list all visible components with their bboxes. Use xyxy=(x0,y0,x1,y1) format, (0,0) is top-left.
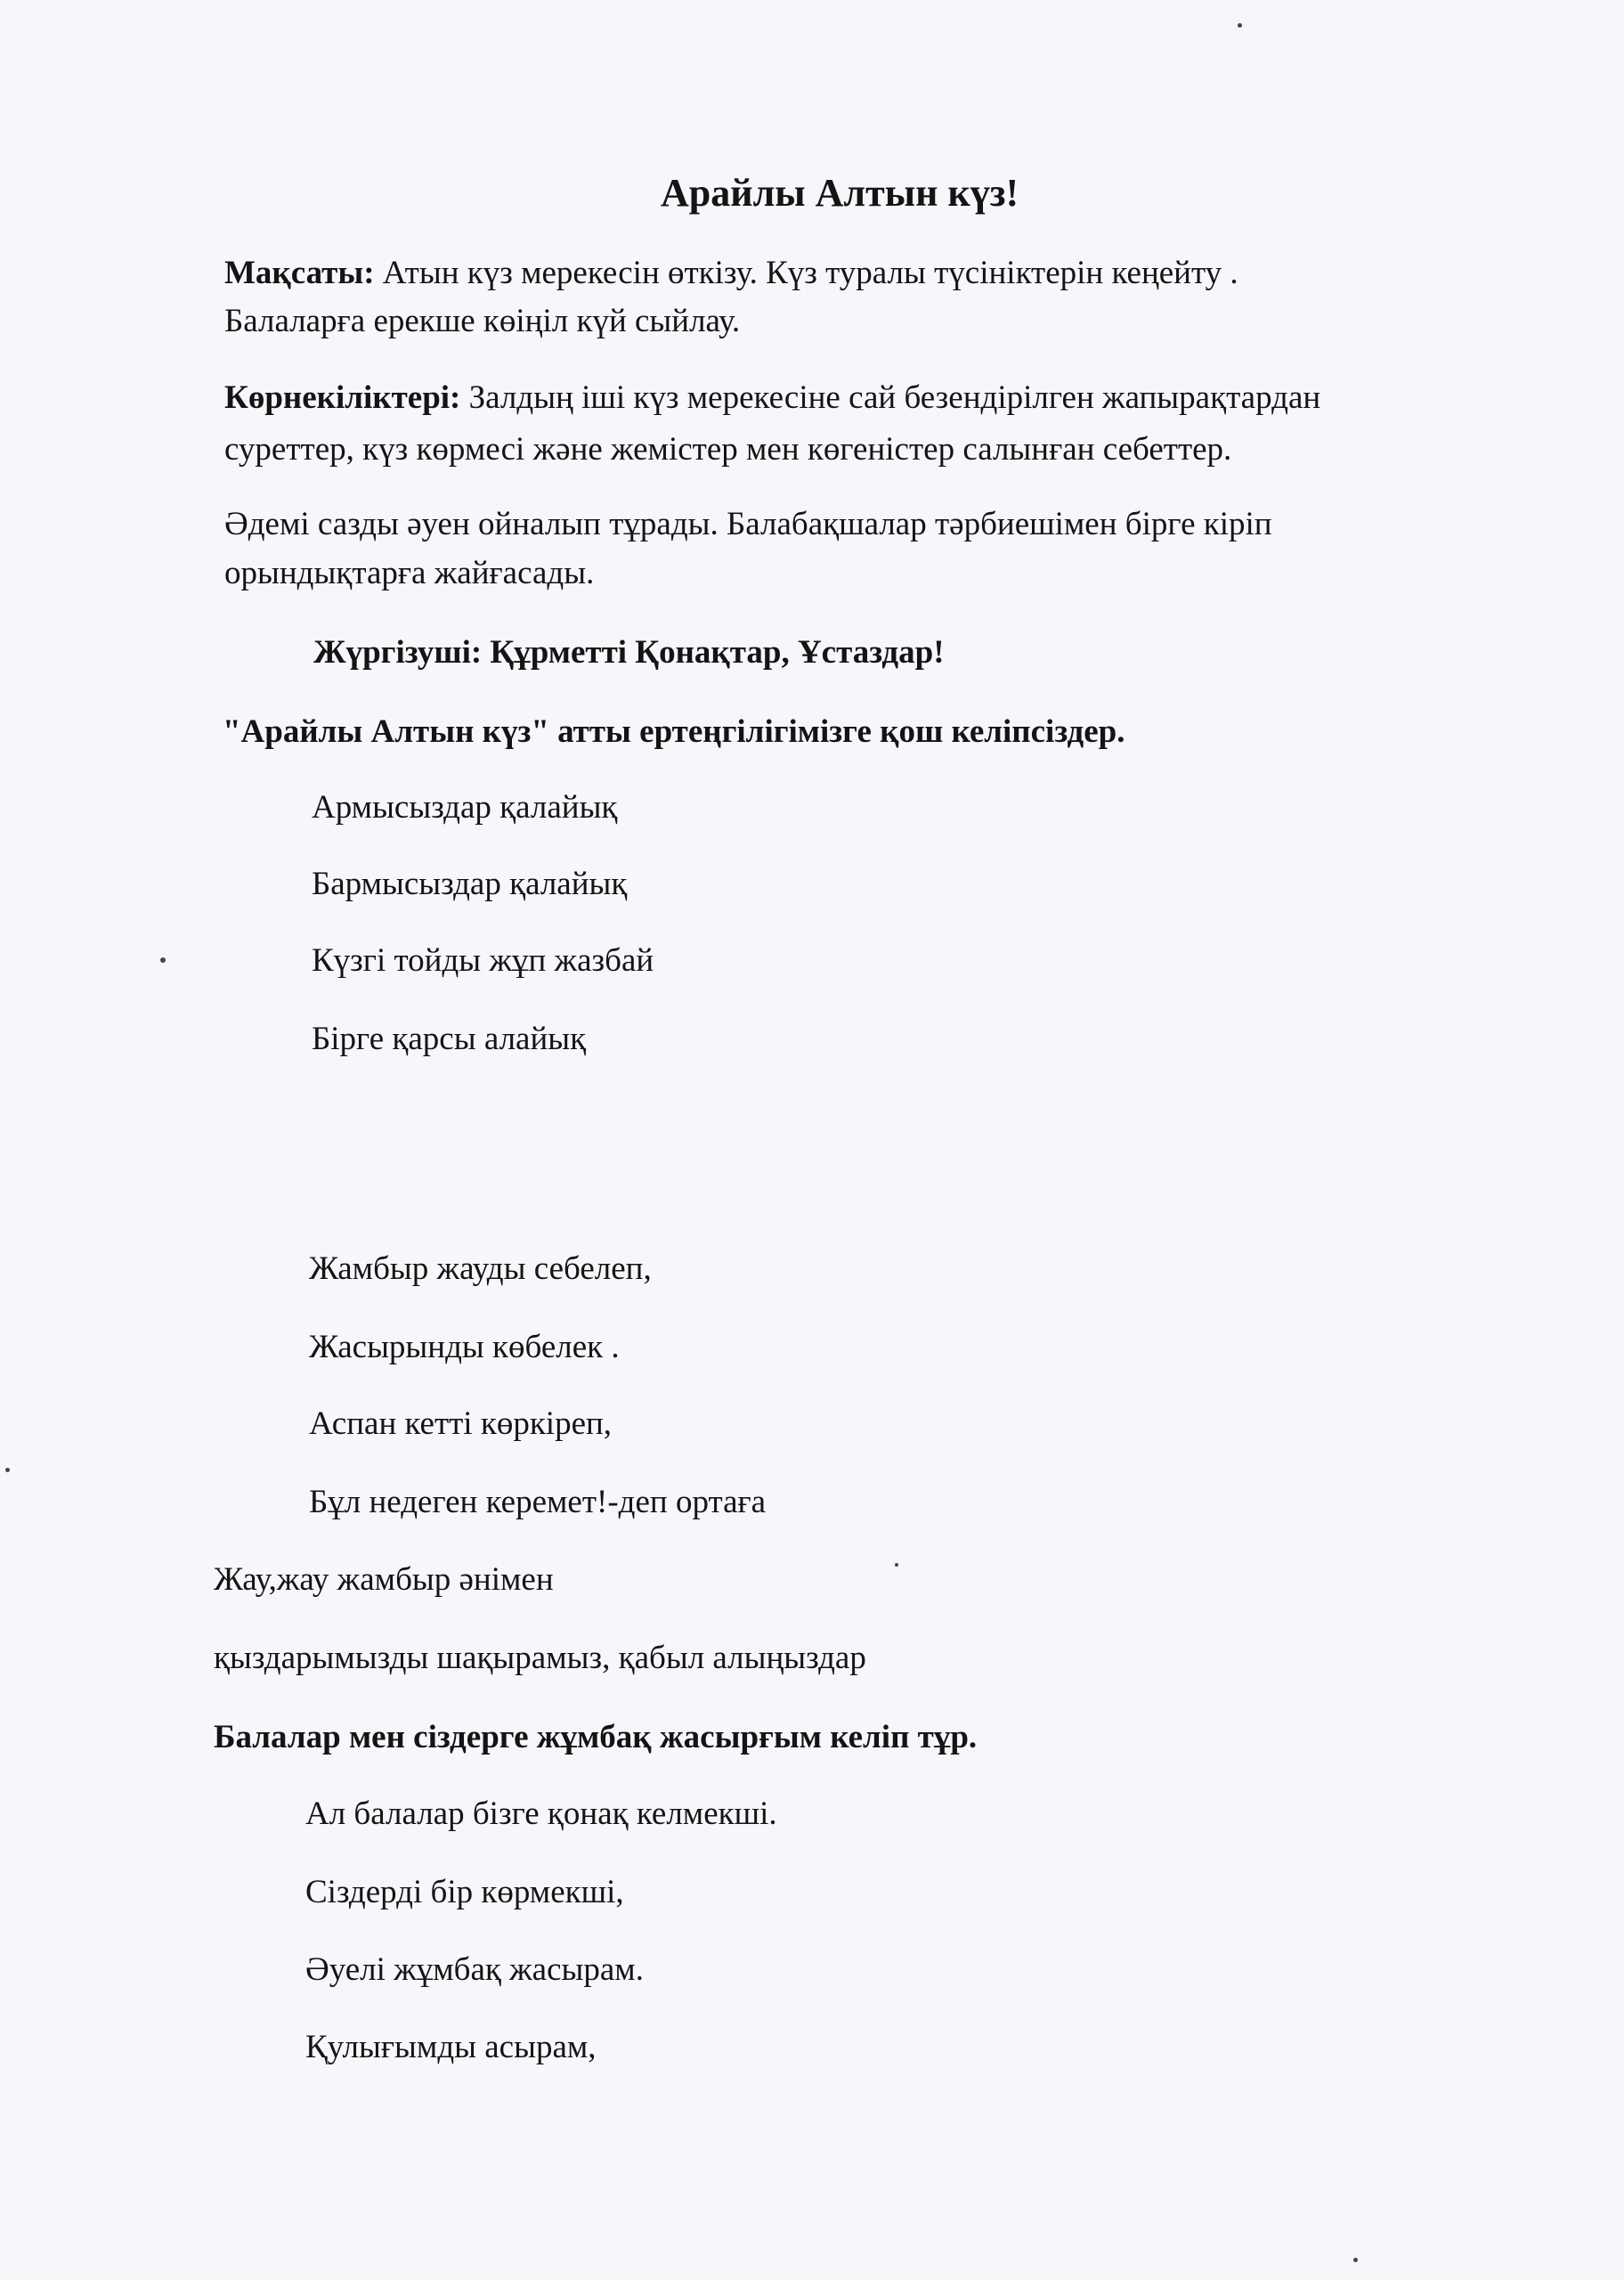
poem-2-line: Жамбыр жауды себелеп, xyxy=(309,1250,652,1287)
scan-speck xyxy=(160,957,166,963)
poem-3-line: Қулығымды асырам, xyxy=(305,2029,597,2065)
scan-speck xyxy=(1238,23,1242,28)
visuals-paragraph-line-1 xyxy=(224,374,1320,422)
poem-2-line: Бұл недеген керемет!-деп ортаға xyxy=(309,1484,767,1520)
goal-text-2: Балаларға ерекше көіңіл күй сыйлау. xyxy=(224,303,741,339)
document-title: Арайлы Алтын күз! xyxy=(661,171,1019,215)
poem-3-line: Әуелі жұмбақ жасырам. xyxy=(305,1951,644,1988)
poem-2-line: Аспан кетті көркіреп, xyxy=(309,1405,613,1442)
intro-line-2: орындықтарға жайғасады. xyxy=(224,555,595,591)
host-greeting: Жүргізуші: Құрметті Қонақтар, Ұстаздар! xyxy=(313,634,945,671)
invite-line: қыздарымызды шақырамыз, қабыл алыңыздар xyxy=(214,1640,866,1676)
poem-3-line: Сіздерді бір көрмекші, xyxy=(305,1874,624,1910)
goal-text-1: Атын күз мерекесін өткізу. Күз туралы түсініктерін кеңейту . xyxy=(374,255,1238,291)
welcome-line: "Арайлы Алтын күз" атты ертеңгілігімізге қош келіпсіздер. xyxy=(223,713,1125,750)
goal-paragraph-line-1 xyxy=(224,249,1238,297)
intro-line-1: Әдемі сазды әуен ойналып тұрады. Балабақшалар тәрбиешімен бірге кіріп xyxy=(224,506,1272,542)
poem-1-line: Бірге қарсы алайық xyxy=(312,1021,587,1057)
poem-2-line: Жасырынды көбелек . xyxy=(309,1329,620,1365)
visuals-text-1: Залдың іші күз мерекесіне сай безендірілген жапырақтардан xyxy=(460,379,1321,416)
poem-1-line: Күзгі тойды жұп жазбай xyxy=(312,942,654,979)
scan-speck xyxy=(1353,2258,1358,2262)
poem-1-line: Бармысыздар қалайық xyxy=(312,866,628,902)
scan-speck xyxy=(895,1563,898,1567)
scan-speck xyxy=(5,1468,10,1472)
visuals-text-2: суреттер, күз көрмесі және жемістер мен көгеністер салынған себеттер. xyxy=(224,431,1232,468)
visuals-label: Көрнекіліктері: xyxy=(224,379,461,416)
poem-3-line: Ал балалар бізге қонақ келмекші. xyxy=(305,1796,777,1832)
goal-label: Мақсаты: xyxy=(224,255,375,291)
poem-1-line: Армысыздар қалайық xyxy=(312,789,618,826)
rain-song-line: Жау,жау жамбыр әнімен xyxy=(214,1561,554,1598)
riddle-heading: Балалар мен сіздерге жұмбақ жасырғым келіп тұр. xyxy=(214,1719,978,1755)
